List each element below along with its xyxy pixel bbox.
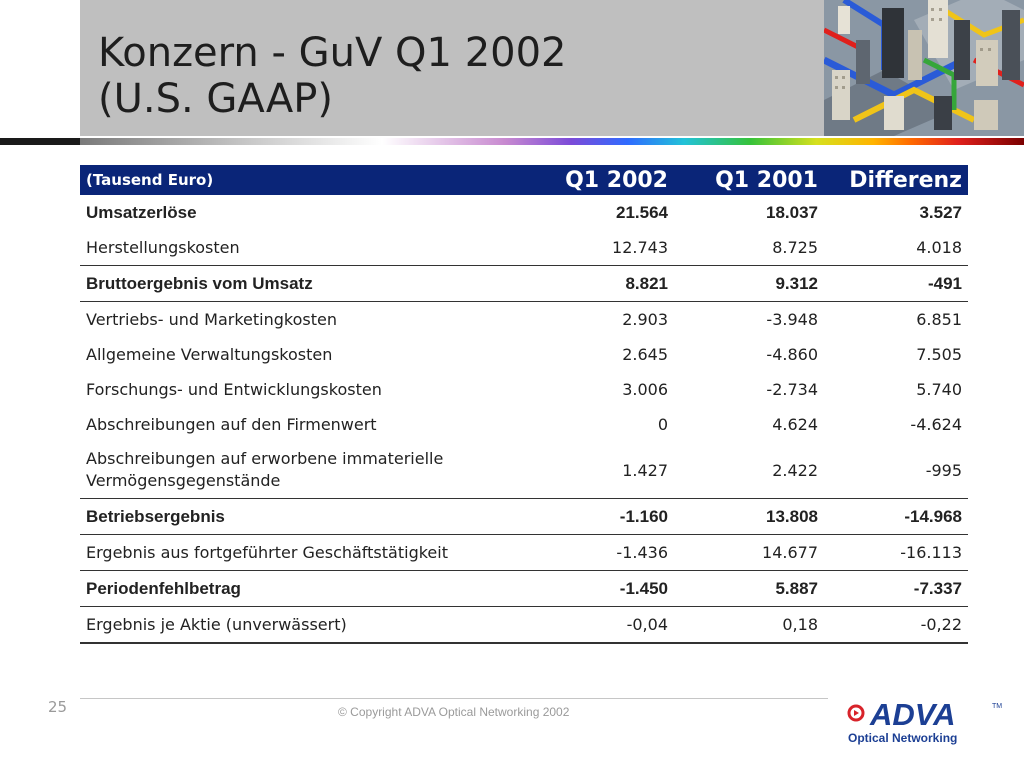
value-q1-2002: 12.743 — [514, 230, 674, 266]
page-title-line-2: (U.S. GAAP) — [98, 76, 333, 122]
value-q1-2002: 3.006 — [622, 380, 668, 399]
value-differenz: -995 — [824, 442, 968, 499]
spectrum-divider — [80, 138, 1024, 145]
table-row — [80, 302, 968, 338]
value-q1-2001: 0,18 — [674, 607, 824, 644]
value-differenz: -16.113 — [824, 535, 968, 571]
value-q1-2001: -2.734 — [766, 380, 818, 399]
value-q1-2002: 8.821 — [514, 266, 674, 302]
logo-brand-text: ADVA — [870, 697, 956, 732]
value-differenz: 4.018 — [824, 230, 968, 266]
row-label: Abschreibungen auf erworbene immaterielle Vermögensgegenstände — [80, 442, 514, 499]
city-illustration — [824, 0, 1024, 136]
table-row — [80, 372, 968, 407]
table-row — [80, 407, 968, 442]
header-left-bar — [0, 138, 80, 145]
table-row — [80, 337, 968, 372]
page-title — [98, 30, 567, 122]
value-differenz: 3.527 — [919, 202, 962, 222]
value-q1-2001: -4.860 — [766, 345, 818, 364]
value-q1-2002: 1.427 — [514, 442, 674, 499]
value-q1-2002: -1.436 — [514, 535, 674, 571]
table-row — [80, 230, 968, 266]
row-label: Umsatzerlöse — [86, 202, 197, 222]
copyright-notice: © Copyright ADVA Optical Networking 2002 — [338, 705, 570, 719]
logo-tagline: Optical Networking — [848, 731, 958, 745]
footer-divider — [80, 698, 828, 699]
income-statement-table — [80, 165, 968, 644]
value-q1-2001: -3.948 — [766, 310, 818, 329]
value-differenz: 6.851 — [916, 310, 962, 329]
value-q1-2002: 2.645 — [622, 345, 668, 364]
value-differenz: -4.624 — [910, 415, 962, 434]
value-q1-2001: 5.887 — [674, 571, 824, 607]
value-differenz: 7.505 — [916, 345, 962, 364]
table-header-row — [80, 165, 968, 195]
value-q1-2001: 18.037 — [766, 202, 818, 222]
value-q1-2002: 21.564 — [616, 202, 668, 222]
value-q1-2002: -1.160 — [514, 499, 674, 535]
row-label: Ergebnis je Aktie (unverwässert) — [80, 607, 514, 644]
table-row — [80, 499, 968, 535]
logo-trademark: TM — [992, 703, 1003, 710]
table-row — [80, 571, 968, 607]
value-q1-2002: 0 — [657, 415, 668, 434]
page-number: 25 — [48, 698, 68, 716]
page-title-line-1: Konzern - GuV Q1 2002 — [98, 30, 567, 76]
row-label: Bruttoergebnis vom Umsatz — [80, 266, 514, 302]
column-header-q1-2002: Q1 2002 — [514, 165, 674, 195]
row-label: Abschreibungen auf den Firmenwert — [86, 415, 377, 434]
value-q1-2001: 4.624 — [772, 415, 818, 434]
value-q1-2002: -0,04 — [514, 607, 674, 644]
row-label: Vertriebs- und Marketingkosten — [86, 310, 337, 329]
row-label: Herstellungskosten — [80, 230, 514, 266]
value-differenz: 5.740 — [916, 380, 962, 399]
row-label: Forschungs- und Entwicklungskosten — [86, 380, 382, 399]
value-differenz: -0,22 — [824, 607, 968, 644]
table-row — [80, 607, 968, 644]
value-q1-2001: 8.725 — [674, 230, 824, 266]
value-q1-2002: 2.903 — [622, 310, 668, 329]
column-header-unit: (Tausend Euro) — [80, 165, 514, 195]
column-header-differenz: Differenz — [824, 165, 968, 195]
row-label: Betriebsergebnis — [80, 499, 514, 535]
value-q1-2001: 14.677 — [674, 535, 824, 571]
table-row — [80, 266, 968, 302]
column-header-q1-2001: Q1 2001 — [674, 165, 824, 195]
value-differenz: -14.968 — [824, 499, 968, 535]
table-row — [80, 195, 968, 230]
city-illustration-graphic — [824, 0, 1024, 136]
value-differenz: -491 — [824, 266, 968, 302]
row-label: Allgemeine Verwaltungskosten — [86, 345, 333, 364]
table-row — [80, 535, 968, 571]
value-q1-2002: -1.450 — [514, 571, 674, 607]
adva-logo-icon — [846, 696, 1008, 746]
row-label: Periodenfehlbetrag — [80, 571, 514, 607]
adva-logo — [846, 696, 1008, 746]
value-q1-2001: 13.808 — [674, 499, 824, 535]
table-row — [80, 442, 968, 499]
value-q1-2001: 9.312 — [674, 266, 824, 302]
value-differenz: -7.337 — [824, 571, 968, 607]
value-q1-2001: 2.422 — [674, 442, 824, 499]
row-label: Ergebnis aus fortgeführter Geschäftstätigkeit — [80, 535, 514, 571]
